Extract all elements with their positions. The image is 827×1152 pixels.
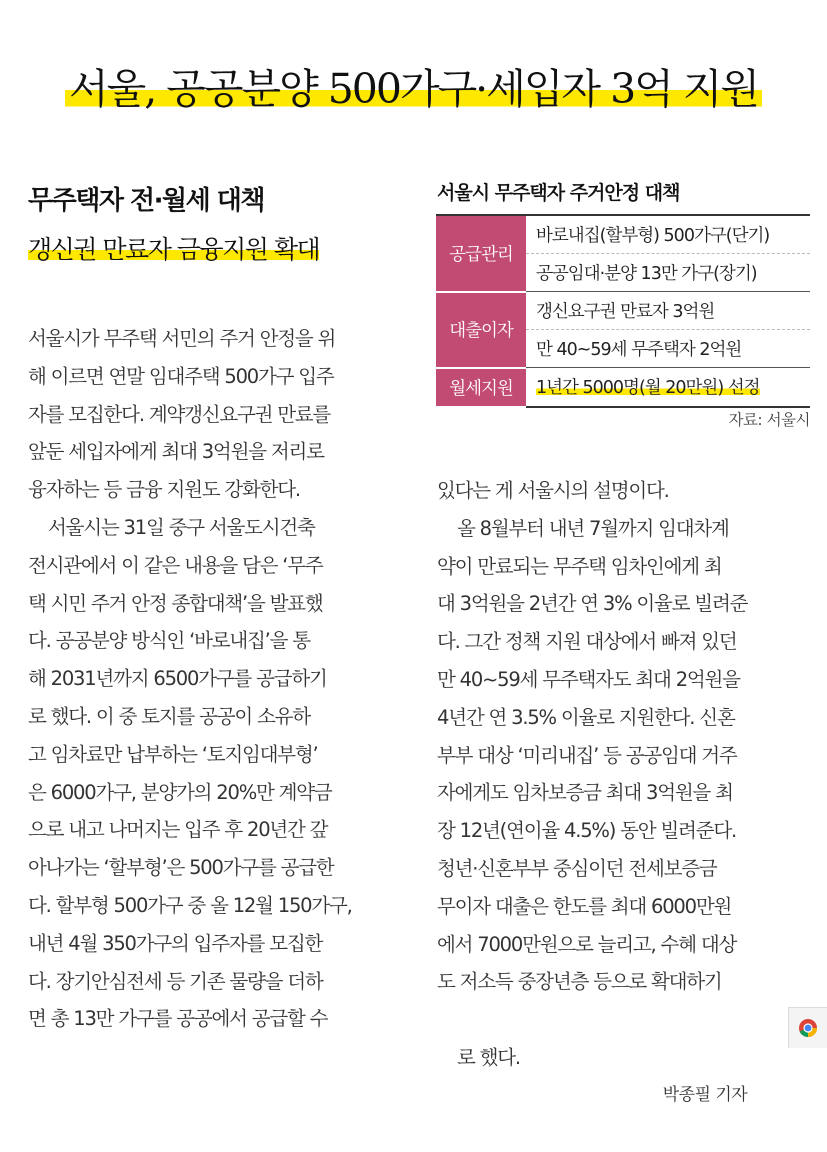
body-line: 내년 4월 350가구의 입주자를 모집한 (28, 931, 323, 955)
body-line: 올 8월부터 내년 7월까지 임대차계 (437, 516, 729, 540)
policy-table (436, 214, 810, 408)
body-line: 4년간 연 3.5% 이율로 지원한다. 신혼 (437, 705, 735, 729)
table-row (436, 292, 810, 330)
headline-text: 서울, 공공분양 500가구·세입자 3억 지원 (65, 65, 762, 113)
subheadline-1: 무주택자 전·월세 대책 (28, 186, 265, 216)
table-source: 자료: 서울시 (728, 411, 810, 429)
body-line: 로 했다. 이 중 토지를 공공이 소유하 (28, 704, 310, 728)
article-body-left (28, 320, 352, 1038)
table-category-rent: 월세지원 (436, 368, 526, 407)
body-line: 다. 그간 정책 지원 대상에서 빠져 있던 (437, 630, 737, 654)
body-line: 있다는 게 서울시의 설명이다. (437, 479, 669, 502)
table-category-supply: 공급관리 (436, 215, 526, 292)
body-line: 약이 만료되는 무주택 임차인에게 최 (437, 554, 722, 578)
body-line: 자에게도 임차보증금 최대 3억원을 최 (437, 781, 733, 805)
table-cell: 갱신요구권 만료자 3억원 (526, 292, 810, 330)
body-line: 해 2031년까지 6500가구를 공급하기 (28, 667, 327, 691)
body-line: 으로 내고 나머지는 입주 후 20년간 갚 (28, 818, 328, 842)
body-line: 서울시가 무주택 서민의 주거 안정을 위 (28, 327, 336, 350)
body-line: 고 임차료만 납부하는 ‘토지임대부형’ (28, 742, 318, 766)
body-line (437, 1001, 748, 1105)
headline (0, 56, 827, 115)
subheadline-2-text: 갱신권 만료자 금융지원 확대 (28, 235, 320, 264)
body-line-text: 로 했다. (457, 1045, 520, 1069)
body-line: 서울시는 31일 중구 서울도시건축 (28, 515, 315, 539)
body-line: 만 40~59세 무주택자도 최대 2억원을 (437, 667, 740, 691)
table-cell-text: 1년간 5000명(월 20만원) 선정 (536, 378, 760, 399)
body-line: 택 시민 주거 안정 종합대책’을 발표했 (28, 591, 323, 615)
body-line: 청년·신혼부부 중심이던 전세보증금 (437, 856, 717, 880)
body-line: 다. 장기안심전세 등 기존 물량을 더하 (28, 969, 323, 993)
body-line: 장 12년(연이율 4.5%) 동안 빌려준다. (437, 819, 736, 843)
byline: 박종필 기자 (662, 1084, 748, 1105)
table-cell: 만 40~59세 무주택자 2억원 (526, 330, 810, 368)
article-body-right (437, 472, 748, 1105)
table-row (436, 215, 810, 254)
body-line: 융자하는 등 금융 지원도 강화한다. (28, 478, 300, 502)
body-line: 도 저소득 중장년층 등으로 확대하기 (437, 970, 722, 994)
body-line: 면 총 13만 가구를 공공에서 공급할 수 (28, 1007, 328, 1031)
body-line: 아나가는 ‘할부형’은 500가구를 공급한 (28, 856, 334, 880)
body-line: 은 6000가구, 분양가의 20%만 계약금 (28, 780, 332, 804)
table-cell (526, 368, 810, 407)
table-cell: 공공임대·분양 13만 가구(장기) (526, 254, 810, 292)
browser-extension-button[interactable] (788, 1007, 827, 1048)
body-line: 에서 7000만원으로 늘리고, 수혜 대상 (437, 932, 737, 956)
table-title: 서울시 무주택자 주거안정 대책 (437, 182, 680, 204)
table-row (436, 368, 810, 407)
body-line: 부부 대상 ‘미리내집’ 등 공공임대 거주 (437, 743, 737, 767)
body-line: 자를 모집한다. 계약갱신요구권 만료를 (28, 402, 331, 426)
subheadline-2 (28, 230, 319, 266)
table-cell: 바로내집(할부형) 500가구(단기) (526, 215, 810, 254)
body-line: 전시관에서 이 같은 내용을 담은 ‘무주 (28, 553, 323, 577)
body-line: 대 3억원을 2년간 연 3% 이율로 빌려준 (437, 592, 748, 616)
chrome-logo-icon (798, 1018, 818, 1038)
body-line: 다. 공공분양 방식인 ‘바로내집’을 통 (28, 629, 310, 653)
table-category-loan: 대출이자 (436, 292, 526, 368)
body-line: 앞둔 세입자에게 최대 3억원을 저리로 (28, 440, 324, 464)
body-line: 무이자 대출은 한도를 최대 6000만원 (437, 894, 732, 918)
body-line: 해 이르면 연말 임대주택 500가구 입주 (28, 364, 334, 388)
body-line: 다. 할부형 500가구 중 올 12월 150가구, (28, 893, 352, 917)
